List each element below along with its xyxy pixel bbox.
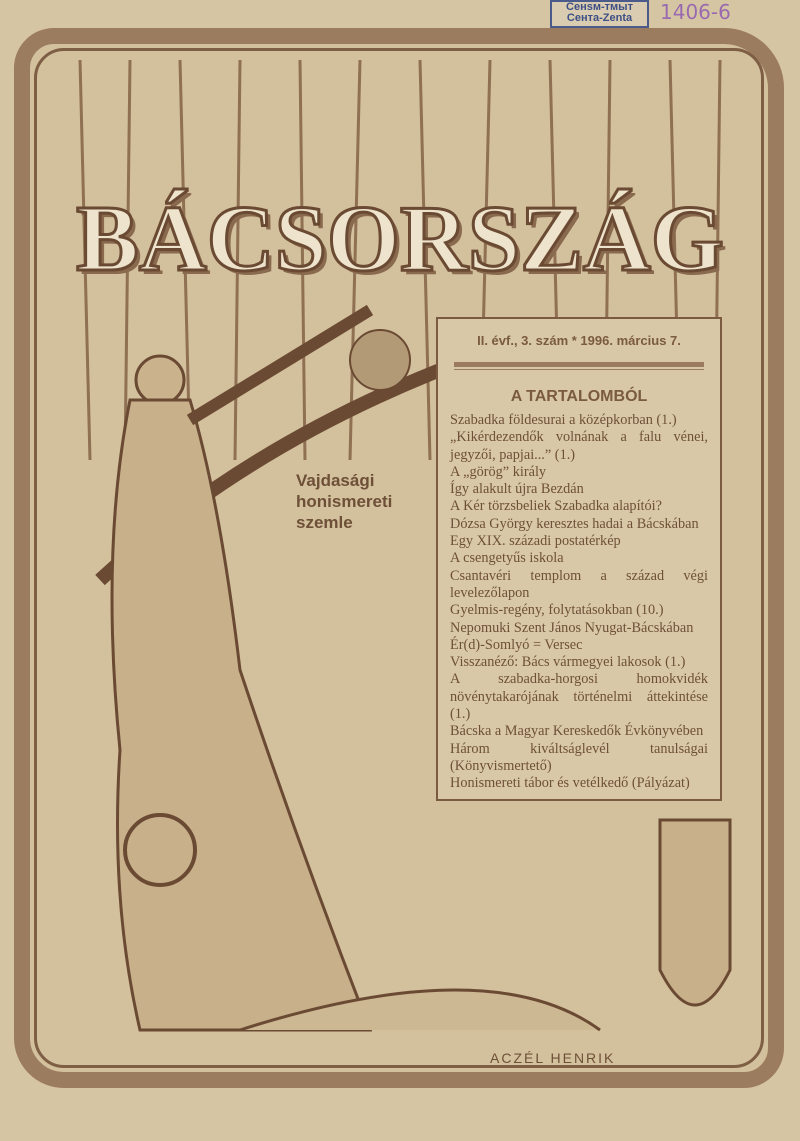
contents-list <box>450 412 708 793</box>
contents-box <box>436 317 722 801</box>
handwritten-number: 1406-6 <box>660 0 731 24</box>
issue-line: II. évf., 3. szám * 1996. március 7. <box>477 333 681 348</box>
subtitle-line: honismereti <box>296 492 393 511</box>
contents-item: Ér(d)-Somlyó = Versec <box>450 636 583 653</box>
contents-item: A csengetyűs iskola <box>450 550 564 567</box>
contents-item: A Kér törzsbeliek Szabadka alapítói? <box>450 498 662 515</box>
divider <box>454 362 704 367</box>
subtitle-line: szemle <box>296 513 353 532</box>
masthead-title: BÁCSORSZÁG <box>76 187 724 291</box>
contents-item: Szabadka földesurai a középkorban (1.) <box>450 412 677 428</box>
contents-item: Honismereti tábor és vetélkedő (Pályázat) <box>450 775 690 792</box>
library-stamp <box>550 0 649 28</box>
contents-item: Egy XIX. századi postatérkép <box>450 533 621 550</box>
contents-item: Gyelmis-regény, folytatásokban (10.) <box>450 602 664 619</box>
divider <box>454 369 704 370</box>
coat-of-arms <box>660 820 730 1005</box>
contents-item: Visszanéző: Bács vármegyei lakosok (1.) <box>450 654 686 671</box>
contents-item: Három kiváltságlevél tanulságai (Könyvismertető) <box>450 740 708 774</box>
contents-item: A „görög” király <box>450 463 547 480</box>
contents-item: A szabadka-horgosi homokvidék növénytakarójának történelmi áttekintése (1.) <box>450 671 708 723</box>
subtitle-line: Vajdasági <box>296 471 375 490</box>
contents-item: Csantavéri templom a század végi levelezőlapon <box>450 567 708 601</box>
contents-heading: A TARTALOMBÓL <box>510 388 648 405</box>
stamp-line-bottom: Сента-Zenta <box>566 12 633 24</box>
contents-item: Bácska a Magyar Kereskedők Évkönyvében <box>450 723 704 740</box>
contents-item: Nepomuki Szent János Nyugat-Bácskában <box>450 619 694 636</box>
contents-item: Dózsa György keresztes hadai a Bácskában <box>450 515 699 532</box>
subtitle <box>296 470 392 533</box>
contents-item: „Kikérdezendők volnának a falu vénei, jegyzői, papjai...” (1.) <box>450 429 708 463</box>
stamp-line-top: Сенѕм-тмыт <box>566 1 633 13</box>
artist-signature: ACZÉL HENRIK <box>490 1050 616 1066</box>
contents-item: Így alakult újra Bezdán <box>450 481 584 498</box>
